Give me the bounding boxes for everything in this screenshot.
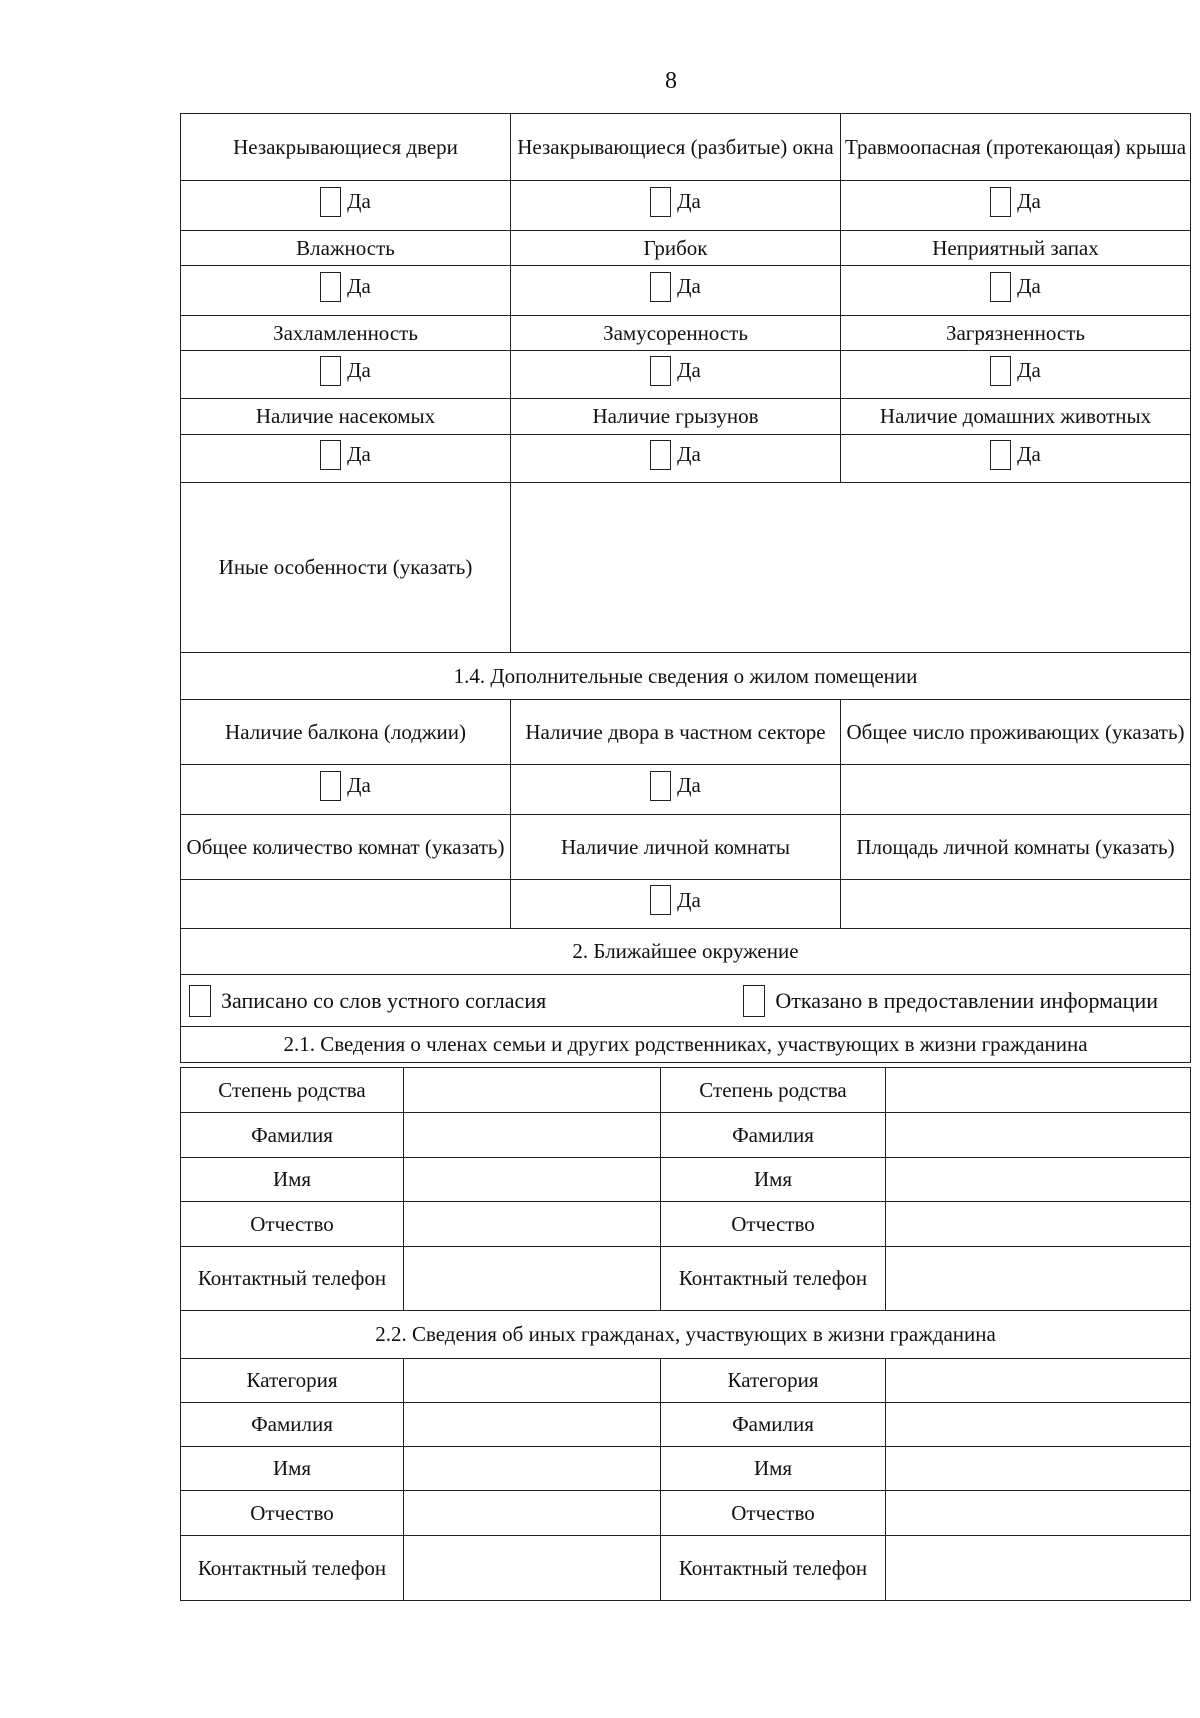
condition-label: Грибок (511, 231, 841, 266)
condition-label: Замусоренность (511, 316, 841, 351)
field-value[interactable] (886, 1536, 1191, 1601)
checkbox-box[interactable] (743, 985, 765, 1017)
verbal-consent-checkbox[interactable] (189, 985, 546, 1017)
field-value[interactable] (886, 1403, 1191, 1447)
field-label: Фамилия (661, 1113, 886, 1158)
checkbox-box[interactable] (320, 440, 341, 470)
field-value[interactable] (404, 1247, 661, 1311)
checkbox-box[interactable] (650, 272, 671, 302)
yes-checkbox[interactable] (320, 356, 371, 386)
checkbox-box[interactable] (320, 272, 341, 302)
section-2-2-header-row (181, 1311, 1191, 1359)
field-value[interactable] (886, 1068, 1191, 1113)
yes-label: Да (1017, 442, 1041, 466)
field-label: Фамилия (661, 1403, 886, 1447)
field-label: Имя (661, 1158, 886, 1202)
checkbox-box[interactable] (990, 356, 1011, 386)
checkbox-row (181, 351, 1191, 399)
condition-label: Неприятный запах (841, 231, 1191, 266)
yes-label: Да (677, 274, 701, 298)
yes-label: Да (347, 274, 371, 298)
rooms-count-field[interactable] (181, 880, 511, 929)
checkbox-box[interactable] (990, 440, 1011, 470)
condition-label: Захламленность (181, 316, 511, 351)
field-label: Категория (181, 1359, 404, 1403)
field-value[interactable] (404, 1491, 661, 1536)
yes-checkbox[interactable] (990, 187, 1041, 217)
condition-label: Наличие насекомых (181, 399, 511, 435)
yes-checkbox[interactable] (320, 187, 371, 217)
field-value[interactable] (404, 1536, 661, 1601)
personal-room-yes-checkbox[interactable] (650, 885, 701, 915)
yes-checkbox[interactable] (320, 272, 371, 302)
field-value[interactable] (886, 1491, 1191, 1536)
relatives-row (181, 1068, 1191, 1113)
section-2-1-title: 2.1. Сведения о членах семьи и других родственниках, участвующих в жизни гражданина (181, 1027, 1191, 1063)
yard-yes-checkbox[interactable] (650, 771, 701, 801)
checkbox-row (181, 181, 1191, 231)
relatives-row (181, 1202, 1191, 1247)
room-area-label: Площадь личной комнаты (указать) (841, 815, 1191, 880)
condition-label: Загрязненность (841, 316, 1191, 351)
page-number: 8 (665, 68, 677, 94)
personal-room-label: Наличие личной комнаты (511, 815, 841, 880)
checkbox-box[interactable] (990, 272, 1011, 302)
yes-label: Да (677, 189, 701, 213)
field-value[interactable] (886, 1158, 1191, 1202)
condition-label: Незакрывающиеся (разбитые) окна (511, 114, 841, 181)
yes-label: Да (677, 887, 701, 912)
field-label: Отчество (181, 1202, 404, 1247)
yes-label: Да (677, 358, 701, 382)
checkbox-box[interactable] (990, 187, 1011, 217)
yes-checkbox[interactable] (650, 272, 701, 302)
section-2-1-header-row (181, 1027, 1191, 1063)
others-row (181, 1447, 1191, 1491)
condition-label-row (181, 316, 1191, 351)
yes-label: Да (347, 442, 371, 466)
other-features-label: Иные особенности (указать) (181, 483, 511, 653)
field-value[interactable] (886, 1202, 1191, 1247)
field-label: Отчество (661, 1491, 886, 1536)
yes-checkbox[interactable] (320, 440, 371, 470)
field-label: Контактный телефон (661, 1247, 886, 1311)
relatives-table (180, 1067, 1191, 1601)
field-value[interactable] (404, 1447, 661, 1491)
field-value[interactable] (404, 1113, 661, 1158)
field-label: Фамилия (181, 1403, 404, 1447)
housing-input-row (181, 765, 1191, 815)
yes-checkbox[interactable] (650, 187, 701, 217)
refusal-label: Отказано в предоставлении информации (775, 988, 1158, 1013)
verbal-consent-label: Записано со слов устного согласия (221, 988, 547, 1013)
section-1-4-title: 1.4. Дополнительные сведения о жилом помещении (181, 653, 1191, 700)
housing-input-row (181, 880, 1191, 929)
field-label: Имя (181, 1447, 404, 1491)
section-2-2-title: 2.2. Сведения об иных гражданах, участвующих в жизни гражданина (181, 1311, 1191, 1359)
yes-label: Да (347, 773, 371, 797)
yard-label: Наличие двора в частном секторе (511, 700, 841, 765)
others-row (181, 1359, 1191, 1403)
yes-label: Да (347, 358, 371, 382)
checkbox-box[interactable] (320, 356, 341, 386)
field-label: Фамилия (181, 1113, 404, 1158)
checkbox-box[interactable] (650, 885, 671, 915)
field-label: Контактный телефон (181, 1247, 404, 1311)
field-value[interactable] (404, 1359, 661, 1403)
housing-label-row (181, 700, 1191, 765)
section-1-4-header-row (181, 653, 1191, 700)
yes-label: Да (347, 189, 371, 213)
condition-label-row (181, 231, 1191, 266)
condition-label-row (181, 399, 1191, 435)
checkbox-box[interactable] (650, 356, 671, 386)
field-label: Отчество (181, 1491, 404, 1536)
balcony-yes-checkbox[interactable] (320, 771, 371, 801)
refusal-checkbox[interactable] (743, 985, 1158, 1017)
field-value[interactable] (886, 1359, 1191, 1403)
checkbox-box[interactable] (320, 187, 341, 217)
field-label: Имя (181, 1158, 404, 1202)
others-row (181, 1403, 1191, 1447)
yes-label: Да (1017, 274, 1041, 298)
field-label: Степень родства (181, 1068, 404, 1113)
relatives-row (181, 1247, 1191, 1311)
field-label: Степень родства (661, 1068, 886, 1113)
balcony-label: Наличие балкона (лоджии) (181, 700, 511, 765)
checkbox-box[interactable] (650, 187, 671, 217)
residents-count-field[interactable] (841, 765, 1191, 815)
yes-checkbox[interactable] (990, 440, 1041, 470)
consent-row (181, 975, 1191, 1027)
residents-count-label: Общее число проживающих (указать) (841, 700, 1191, 765)
checkbox-box[interactable] (650, 440, 671, 470)
field-value[interactable] (404, 1202, 661, 1247)
condition-label: Травмоопасная (протекающая) крыша (841, 114, 1191, 181)
room-area-field[interactable] (841, 880, 1191, 929)
field-value[interactable] (404, 1068, 661, 1113)
field-value[interactable] (886, 1447, 1191, 1491)
yes-checkbox[interactable] (990, 272, 1041, 302)
relatives-row (181, 1158, 1191, 1202)
yes-checkbox[interactable] (990, 356, 1041, 386)
condition-label: Незакрывающиеся двери (181, 114, 511, 181)
yes-checkbox[interactable] (650, 440, 701, 470)
relatives-row (181, 1113, 1191, 1158)
housing-label-row (181, 815, 1191, 880)
checkbox-box[interactable] (650, 771, 671, 801)
field-label: Категория (661, 1359, 886, 1403)
field-value[interactable] (886, 1113, 1191, 1158)
condition-label: Наличие домашних животных (841, 399, 1191, 435)
yes-label: Да (677, 442, 701, 466)
field-value[interactable] (886, 1247, 1191, 1311)
yes-label: Да (677, 773, 701, 797)
other-features-field[interactable] (511, 483, 1191, 653)
others-row (181, 1536, 1191, 1601)
field-label: Имя (661, 1447, 886, 1491)
field-label: Отчество (661, 1202, 886, 1247)
section-2-title: 2. Ближайшее окружение (181, 929, 1191, 975)
field-value[interactable] (404, 1403, 661, 1447)
condition-label-row (181, 114, 1191, 181)
checkbox-row (181, 435, 1191, 483)
field-label: Контактный телефон (181, 1536, 404, 1601)
field-label: Контактный телефон (661, 1536, 886, 1601)
yes-label: Да (1017, 189, 1041, 213)
yes-label: Да (1017, 358, 1041, 382)
rooms-count-label: Общее количество комнат (указать) (181, 815, 511, 880)
condition-label: Влажность (181, 231, 511, 266)
checkbox-box[interactable] (189, 985, 211, 1017)
checkbox-box[interactable] (320, 771, 341, 801)
others-row (181, 1491, 1191, 1536)
section-2-header-row (181, 929, 1191, 975)
other-features-row (181, 483, 1191, 653)
checkbox-row (181, 266, 1191, 316)
condition-label: Наличие грызунов (511, 399, 841, 435)
field-value[interactable] (404, 1158, 661, 1202)
yes-checkbox[interactable] (650, 356, 701, 386)
living-conditions-table (180, 113, 1191, 1063)
